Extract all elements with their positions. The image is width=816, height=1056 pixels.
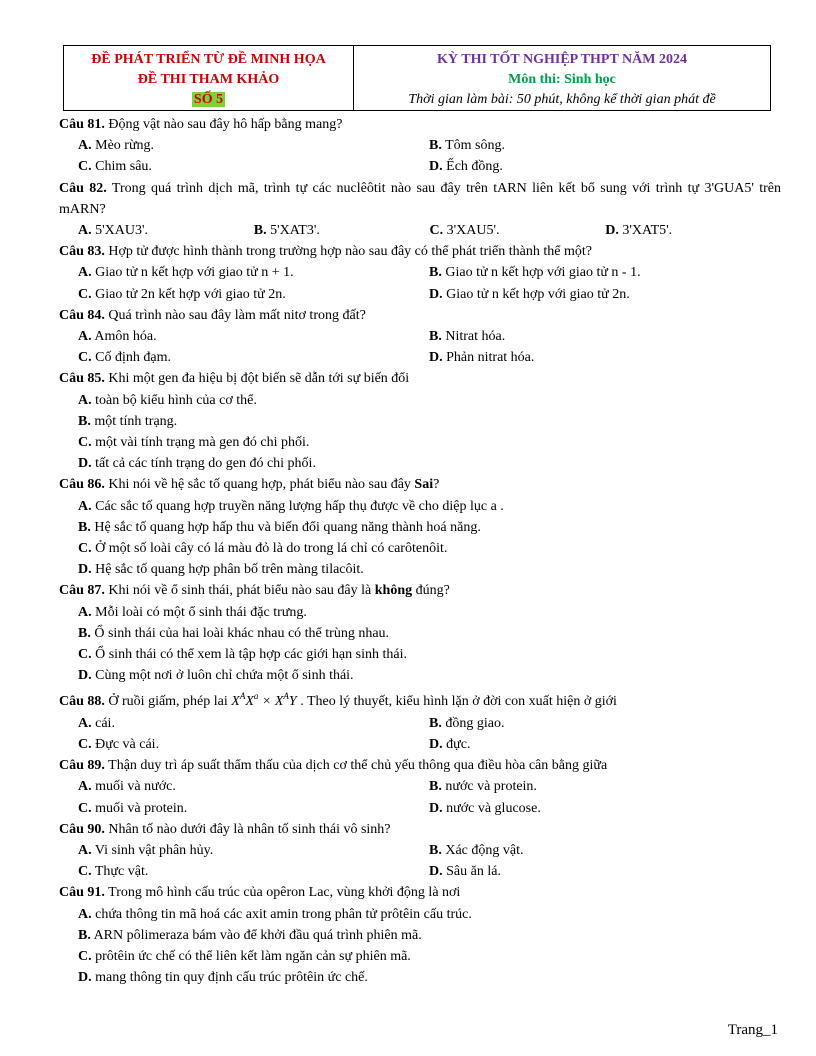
option-a: A. Các sắc tố quang hợp truyền năng lượng hấp thụ được về cho diệp lục a . [78,498,504,514]
option-b: B. ARN pôlimeraza bám vào để khởi đầu quá trình phiên mã. [78,927,422,943]
question-88: Câu 88. Ở ruồi giấm, phép lai $X^AX^a \times X^AY$ . Theo lý thuyết, kiểu hình lặn ở đời con xuất hiện ở giới [59,691,617,710]
question-84: Câu 84. Quá trình nào sau đây làm mất nitơ trong đất? [59,307,366,323]
option-b: B. Nitrat hóa. [429,329,506,345]
option-b: B. Ổ sinh thái của hai loài khác nhau có thể trùng nhau. [78,625,390,641]
option-d: D. Phản nitrat hóa. [429,350,535,366]
option-b: B. Giao tử n kết hợp với giao tử n - 1. [429,265,641,281]
option-c: C. Chim sâu. [78,159,152,175]
option-a: A. Giao tử n kết hợp với giao tử n + 1. [78,265,294,281]
option-d: D. đực. [429,736,471,752]
option-c: C. 3'XAU5'. [429,223,500,239]
question-90: Câu 90. Nhân tố nào dưới đây là nhân tố sinh thái vô sinh? [59,821,391,837]
header-left [64,46,354,110]
option-c: C. Ổ sinh thái có thể xem là tập hợp các giới hạn sinh thái. [78,647,407,663]
option-b: B. nước và protein. [429,779,537,795]
option-b: B. đồng giao. [429,715,505,731]
option-c: C. Đực và cái. [78,736,160,752]
header-right [354,46,770,110]
option-c: C. prôtêin ức chế có thể liên kết làm ngăn cản sự phiên mã. [78,948,411,964]
option-d: D. 3'XAT5'. [605,223,673,239]
option-a: A. cái. [78,715,115,731]
question-list [59,114,781,988]
question-91: Câu 91. Trong mô hình cấu trúc của opêron Lac, vùng khởi động là nơi [59,885,461,901]
option-c: C. Ở một số loài cây có lá màu đỏ là do trong lá chỉ có carôtenôit. [78,541,448,557]
question-83: Câu 83. Hợp tử được hình thành trong trường hợp nào sau đây có thể phát triển thành thể một? [59,244,592,260]
page-number: Trang_1 [727,1022,778,1038]
header-number: SỐ 5 [193,92,224,107]
option-b: B. Tôm sông. [429,138,505,154]
header-title: KỲ THI TỐT NGHIỆP THPT NĂM 2024 [437,52,687,67]
question-86: Câu 86. Khi nói về hệ sắc tố quang hợp, phát biểu nào sau đây Sai? [59,477,440,493]
option-a: A. toàn bộ kiểu hình của cơ thể. [78,392,257,408]
question-81: Câu 81. Động vật nào sau đây hô hấp bằng mang? [59,117,343,132]
option-a: A. chứa thông tin mã hoá các axit amin trong phân tử prôtêin cấu trúc. [78,906,472,922]
option-a: A. 5'XAU3'. [78,223,149,239]
option-d: D. tất cả các tính trạng do gen đó chi phối. [78,456,316,472]
question-89: Câu 89. Thận duy trì áp suất thẩm thấu của dịch cơ thể chủ yếu thông qua điều hòa cân bằng giữa [59,758,608,774]
option-a: A. muối và nước. [78,779,176,795]
option-a: A. Vi sinh vật phân hủy. [78,842,214,858]
option-b: B. 5'XAT3'. [253,223,320,239]
option-a: A. Mỗi loài có một ổ sinh thái đặc trưng. [78,604,307,620]
option-d: D. Sâu ăn lá. [429,864,501,880]
option-c: C. muối và protein. [78,800,188,816]
question-87: Câu 87. Khi nói về ổ sinh thái, phát biểu nào sau đây là không đúng? [59,583,450,599]
header-exam-type: ĐỀ THI THAM KHẢO [137,72,280,87]
option-a: A. Mèo rừng. [78,138,155,154]
option-b: B. Hệ sắc tố quang hợp hấp thu và biến đổi quang năng thành hoá năng. [78,519,481,535]
option-d: D. nước và glucose. [429,800,541,816]
option-c: C. một vài tính trạng mà gen đó chi phối. [78,435,310,451]
option-d: D. Cùng một nơi ở luôn chỉ chứa một ổ sinh thái. [78,668,354,684]
question-82: Câu 82. Trong quá trình dịch mã, trình tự các nuclêôtit nào sau đây trên tARN liên kết bổ sung với trình tự 3'GUA5' trên mARN? [59,180,781,217]
exam-header [63,45,771,111]
option-b: B. Xác động vật. [429,842,524,858]
question-85: Câu 85. Khi một gen đa hiệu bị đột biến sẽ dẫn tới sự biến đổi [59,371,410,387]
option-c: C. Thực vật. [78,864,149,880]
option-a: A. Amôn hóa. [78,329,157,345]
option-d: D. Ếch đồng. [429,159,503,175]
option-d: D. Giao tử n kết hợp với giao tử 2n. [429,286,630,302]
option-b: B. một tính trạng. [78,413,178,429]
option-c: C. Cố định đạm. [78,350,171,366]
option-c: C. Giao tử 2n kết hợp với giao tử 2n. [78,286,286,302]
cross-formula: $X^AX^a \times X^AY$ [231,691,297,710]
header-subject: Môn thi: Sinh học [508,72,616,87]
option-d: D. mang thông tin quy định cấu trúc prôtêin ức chế. [78,970,368,986]
option-d: D. Hệ sắc tố quang hợp phân bố trên màng tilacôit. [78,562,364,578]
header-source: ĐỀ PHÁT TRIỂN TỪ ĐỀ MINH HỌA [91,52,326,67]
header-time: Thời gian làm bài: 50 phút, không kể thời gian phát đề [408,92,716,107]
